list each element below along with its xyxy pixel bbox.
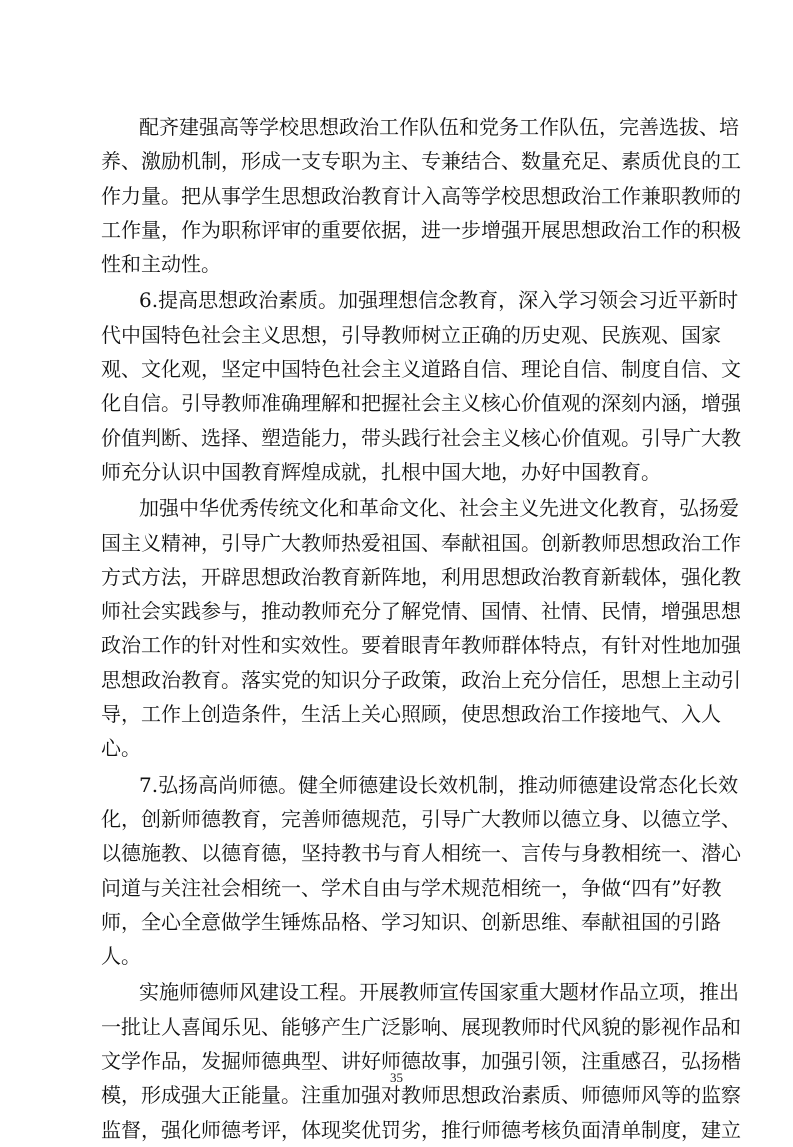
- text-line: 价值判断、选择、塑造能力，带头践行社会主义核心价值观。引导广大教: [101, 425, 741, 450]
- paragraph: [101, 283, 741, 489]
- text-line: 化自信。引导教师准确理解和把握社会主义核心价值观的深刻内涵，增强: [101, 391, 741, 416]
- text-line: 心。: [101, 736, 141, 761]
- text-line: 工作量，作为职称评审的重要依据，进一步增强开展思想政治工作的积极: [101, 217, 741, 242]
- text-line: 师充分认识中国教育辉煌成就，扎根中国大地，办好中国教育。: [101, 459, 661, 484]
- text-line: 配齐建强高等学校思想政治工作队伍和党务工作队伍，完善选拔、培: [139, 115, 739, 139]
- text-line: 6.提高思想政治素质。加强理想信念教育，深入学习领会习近平新时: [139, 288, 739, 313]
- text-line: 7.弘扬高尚师德。健全师德建设长效机制，推动师德建设常态化长效: [139, 772, 739, 797]
- paragraph: [101, 975, 741, 1146]
- text-line: 方式方法，开辟思想政治教育新阵地，利用思想政治教育新载体，强化教: [101, 564, 741, 589]
- text-line: 模，形成强大正能量。注重加强对教师思想政治素质、师德师风等的监察: [101, 1083, 741, 1108]
- text-line: 化，创新师德教育，完善师德规范，引导广大教师以德立身、以德立学、: [101, 806, 741, 831]
- text-line: 思想政治教育。落实党的知识分子政策，政治上充分信任，思想上主动引: [101, 667, 741, 692]
- text-line: 政治工作的针对性和实效性。要着眼青年教师群体特点，有针对性地加强: [101, 633, 741, 658]
- text-line: 问道与关注社会相统一、学术自由与学术规范相统一，争做“四有”好教: [101, 875, 722, 900]
- text-line: 性和主动性。: [101, 252, 221, 277]
- text-line: 文学作品，发掘师德典型、讲好师德故事，加强引领，注重感召，弘扬楷: [101, 1049, 741, 1074]
- text-line: 导，工作上创造条件，生活上关心照顾，使思想政治工作接地气、入人: [101, 702, 721, 727]
- paragraph: [101, 768, 741, 974]
- text-line: 国主义精神，引导广大教师热爱祖国、奉献祖国。创新教师思想政治工作: [101, 530, 741, 555]
- paragraph: [101, 491, 741, 765]
- text-line: 养、激励机制，形成一支专职为主、专兼结合、数量充足、素质优良的工: [101, 149, 741, 174]
- text-line: 作力量。把从事学生思想政治教育计入高等学校思想政治工作兼职教师的: [101, 183, 741, 208]
- page-number: 35: [390, 1070, 403, 1085]
- body-text: [101, 110, 741, 1147]
- text-line: 师，全心全意做学生锤炼品格、学习知识、创新思维、奉献祖国的引路: [101, 909, 721, 934]
- text-line: 监督，强化师德考评，体现奖优罚劣，推行师德考核负面清单制度，建立: [101, 1117, 741, 1142]
- text-line: 实施师德师风建设工程。开展教师宣传国家重大题材作品立项，推出: [139, 980, 739, 1005]
- text-line: 加强中华优秀传统文化和革命文化、社会主义先进文化教育，弘扬爱: [139, 496, 739, 521]
- text-line: 一批让人喜闻乐见、能够产生广泛影响、展现教师时代风貌的影视作品和: [101, 1014, 741, 1039]
- paragraph: [101, 110, 741, 281]
- text-line: 以德施教、以德育德，坚持教书与育人相统一、言传与身教相统一、潜心: [101, 841, 741, 866]
- text-line: 师社会实践参与，推动教师充分了解党情、国情、社情、民情，增强思想: [101, 599, 741, 624]
- text-line: 观、文化观，坚定中国特色社会主义道路自信、理论自信、制度自信、文: [101, 357, 741, 382]
- text-line: 代中国特色社会主义思想，引导教师树立正确的历史观、民族观、国家: [101, 322, 721, 347]
- text-line: 人。: [101, 944, 141, 969]
